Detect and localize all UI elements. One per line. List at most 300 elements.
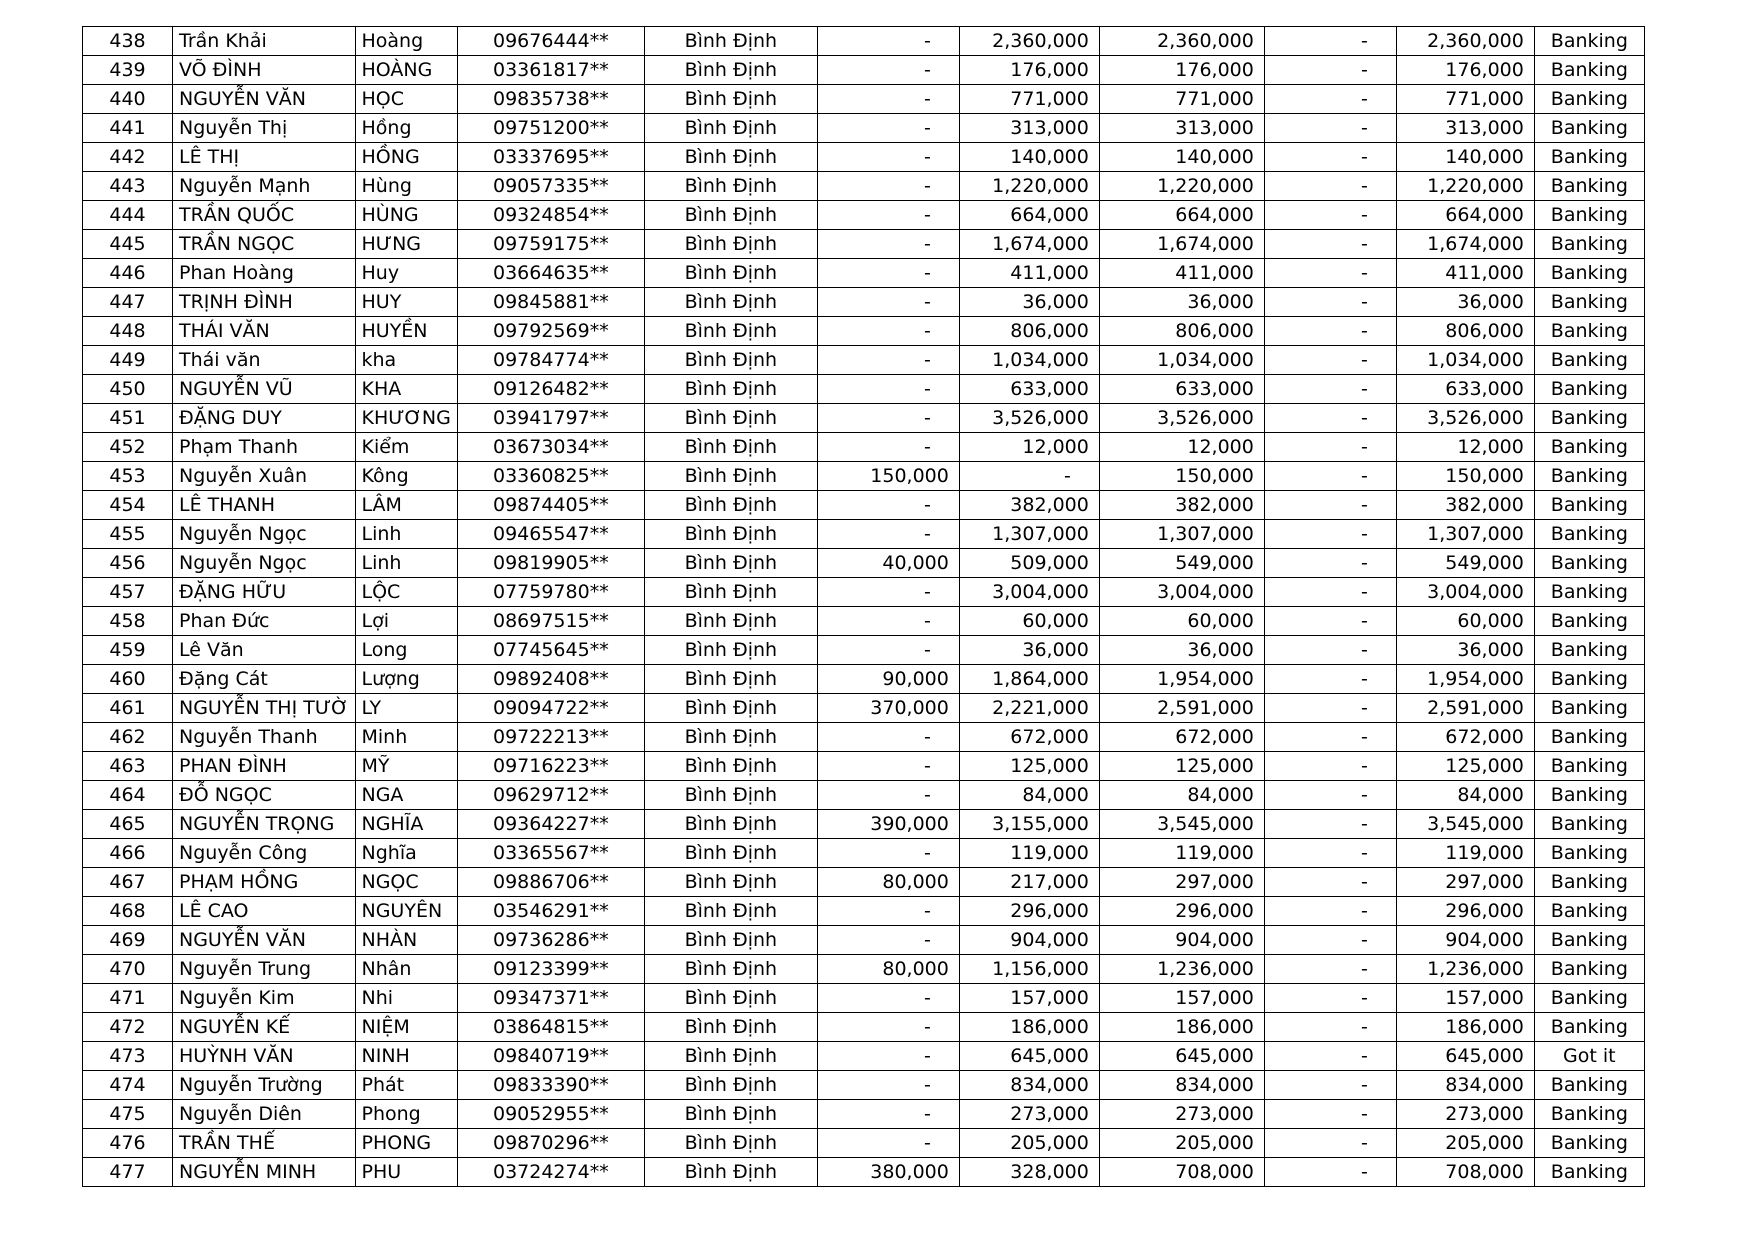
province-cell: Bình Định xyxy=(644,230,817,259)
total-cell: 60,000 xyxy=(1099,607,1264,636)
amount-a-cell: - xyxy=(817,201,959,230)
given-name-cell: NGỌC xyxy=(355,868,457,897)
amount-b-cell: 771,000 xyxy=(959,85,1099,114)
phone-cell: 09123399** xyxy=(457,955,644,984)
phone-cell: 03337695** xyxy=(457,143,644,172)
deduction-cell: - xyxy=(1264,230,1396,259)
payout-table xyxy=(82,26,1645,1187)
phone-cell: 09057335** xyxy=(457,172,644,201)
phone-cell: 09465547** xyxy=(457,520,644,549)
method-cell: Banking xyxy=(1534,955,1644,984)
method-cell: Banking xyxy=(1534,172,1644,201)
row-number: 438 xyxy=(83,27,173,56)
surname-cell: Nguyễn Mạnh xyxy=(173,172,356,201)
paid-cell: 1,034,000 xyxy=(1396,346,1534,375)
amount-b-cell: 3,155,000 xyxy=(959,810,1099,839)
deduction-cell: - xyxy=(1264,549,1396,578)
deduction-cell: - xyxy=(1264,1013,1396,1042)
paid-cell: 1,674,000 xyxy=(1396,230,1534,259)
deduction-cell: - xyxy=(1264,317,1396,346)
surname-cell: Nguyễn Ngọc xyxy=(173,520,356,549)
amount-a-cell: - xyxy=(817,404,959,433)
given-name-cell: NGHĨA xyxy=(355,810,457,839)
given-name-cell: Kiểm xyxy=(355,433,457,462)
phone-cell: 03365567** xyxy=(457,839,644,868)
method-cell: Banking xyxy=(1534,1158,1644,1187)
paid-cell: 1,307,000 xyxy=(1396,520,1534,549)
given-name-cell: NGUYÊN xyxy=(355,897,457,926)
total-cell: 806,000 xyxy=(1099,317,1264,346)
method-cell: Banking xyxy=(1534,578,1644,607)
paid-cell: 806,000 xyxy=(1396,317,1534,346)
total-cell: 36,000 xyxy=(1099,636,1264,665)
table-row xyxy=(83,404,1645,433)
table-row xyxy=(83,810,1645,839)
table-row xyxy=(83,984,1645,1013)
table-row xyxy=(83,317,1645,346)
paid-cell: 672,000 xyxy=(1396,723,1534,752)
table-row xyxy=(83,955,1645,984)
phone-cell: 09094722** xyxy=(457,694,644,723)
row-number: 474 xyxy=(83,1071,173,1100)
amount-b-cell: 509,000 xyxy=(959,549,1099,578)
paid-cell: 36,000 xyxy=(1396,636,1534,665)
phone-cell: 09126482** xyxy=(457,375,644,404)
amount-a-cell: - xyxy=(817,1013,959,1042)
amount-b-cell: 3,526,000 xyxy=(959,404,1099,433)
phone-cell: 03664635** xyxy=(457,259,644,288)
total-cell: 273,000 xyxy=(1099,1100,1264,1129)
amount-b-cell: 186,000 xyxy=(959,1013,1099,1042)
row-number: 451 xyxy=(83,404,173,433)
amount-a-cell: - xyxy=(817,578,959,607)
phone-cell: 09736286** xyxy=(457,926,644,955)
paid-cell: 60,000 xyxy=(1396,607,1534,636)
paid-cell: 84,000 xyxy=(1396,781,1534,810)
row-number: 447 xyxy=(83,288,173,317)
table-row xyxy=(83,1071,1645,1100)
table-row xyxy=(83,694,1645,723)
given-name-cell: NGA xyxy=(355,781,457,810)
amount-a-cell: - xyxy=(817,375,959,404)
given-name-cell: HƯNG xyxy=(355,230,457,259)
table-row xyxy=(83,433,1645,462)
deduction-cell: - xyxy=(1264,839,1396,868)
surname-cell: Nguyễn Ngọc xyxy=(173,549,356,578)
row-number: 463 xyxy=(83,752,173,781)
deduction-cell: - xyxy=(1264,491,1396,520)
table-row xyxy=(83,259,1645,288)
total-cell: 1,034,000 xyxy=(1099,346,1264,375)
amount-a-cell: - xyxy=(817,1042,959,1071)
row-number: 443 xyxy=(83,172,173,201)
given-name-cell: Long xyxy=(355,636,457,665)
province-cell: Bình Định xyxy=(644,897,817,926)
province-cell: Bình Định xyxy=(644,85,817,114)
total-cell: 672,000 xyxy=(1099,723,1264,752)
amount-a-cell: - xyxy=(817,520,959,549)
paid-cell: 150,000 xyxy=(1396,462,1534,491)
given-name-cell: Minh xyxy=(355,723,457,752)
total-cell: 1,307,000 xyxy=(1099,520,1264,549)
total-cell: 186,000 xyxy=(1099,1013,1264,1042)
surname-cell: Nguyễn Công xyxy=(173,839,356,868)
total-cell: 549,000 xyxy=(1099,549,1264,578)
given-name-cell: LY xyxy=(355,694,457,723)
phone-cell: 03360825** xyxy=(457,462,644,491)
total-cell: 296,000 xyxy=(1099,897,1264,926)
phone-cell: 09716223** xyxy=(457,752,644,781)
province-cell: Bình Định xyxy=(644,27,817,56)
province-cell: Bình Định xyxy=(644,781,817,810)
surname-cell: ĐẶNG HỮU xyxy=(173,578,356,607)
surname-cell: Đặng Cát xyxy=(173,665,356,694)
amount-a-cell: - xyxy=(817,781,959,810)
province-cell: Bình Định xyxy=(644,723,817,752)
paid-cell: 834,000 xyxy=(1396,1071,1534,1100)
method-cell: Banking xyxy=(1534,114,1644,143)
surname-cell: ĐỖ NGỌC xyxy=(173,781,356,810)
method-cell: Banking xyxy=(1534,1129,1644,1158)
row-number: 475 xyxy=(83,1100,173,1129)
table-row xyxy=(83,462,1645,491)
amount-a-cell: 90,000 xyxy=(817,665,959,694)
amount-a-cell: - xyxy=(817,27,959,56)
deduction-cell: - xyxy=(1264,810,1396,839)
deduction-cell: - xyxy=(1264,752,1396,781)
amount-b-cell: 1,220,000 xyxy=(959,172,1099,201)
amount-b-cell: 834,000 xyxy=(959,1071,1099,1100)
given-name-cell: HUYỀN xyxy=(355,317,457,346)
row-number: 470 xyxy=(83,955,173,984)
amount-b-cell: 140,000 xyxy=(959,143,1099,172)
given-name-cell: HỌC xyxy=(355,85,457,114)
amount-a-cell: - xyxy=(817,172,959,201)
surname-cell: Nguyễn Diên xyxy=(173,1100,356,1129)
given-name-cell: Lợi xyxy=(355,607,457,636)
deduction-cell: - xyxy=(1264,1158,1396,1187)
province-cell: Bình Định xyxy=(644,114,817,143)
total-cell: 12,000 xyxy=(1099,433,1264,462)
row-number: 448 xyxy=(83,317,173,346)
table-row xyxy=(83,288,1645,317)
deduction-cell: - xyxy=(1264,404,1396,433)
method-cell: Banking xyxy=(1534,897,1644,926)
table-row xyxy=(83,752,1645,781)
surname-cell: NGUYỄN MINH xyxy=(173,1158,356,1187)
surname-cell: NGUYỄN VŨ xyxy=(173,375,356,404)
province-cell: Bình Định xyxy=(644,375,817,404)
phone-cell: 09833390** xyxy=(457,1071,644,1100)
row-number: 462 xyxy=(83,723,173,752)
amount-a-cell: - xyxy=(817,317,959,346)
total-cell: 771,000 xyxy=(1099,85,1264,114)
table-row xyxy=(83,636,1645,665)
surname-cell: TRẦN THẾ xyxy=(173,1129,356,1158)
surname-cell: NGUYỄN KẾ xyxy=(173,1013,356,1042)
total-cell: 3,545,000 xyxy=(1099,810,1264,839)
surname-cell: THÁI VĂN xyxy=(173,317,356,346)
amount-b-cell: - xyxy=(959,462,1099,491)
row-number: 456 xyxy=(83,549,173,578)
given-name-cell: Hồng xyxy=(355,114,457,143)
total-cell: 313,000 xyxy=(1099,114,1264,143)
total-cell: 3,004,000 xyxy=(1099,578,1264,607)
method-cell: Banking xyxy=(1534,1100,1644,1129)
surname-cell: Phan Đức xyxy=(173,607,356,636)
phone-cell: 09751200** xyxy=(457,114,644,143)
phone-cell: 09892408** xyxy=(457,665,644,694)
paid-cell: 140,000 xyxy=(1396,143,1534,172)
table-row xyxy=(83,1158,1645,1187)
amount-b-cell: 664,000 xyxy=(959,201,1099,230)
surname-cell: PHAN ĐÌNH xyxy=(173,752,356,781)
given-name-cell: HOÀNG xyxy=(355,56,457,85)
method-cell: Banking xyxy=(1534,723,1644,752)
province-cell: Bình Định xyxy=(644,607,817,636)
amount-a-cell: - xyxy=(817,114,959,143)
deduction-cell: - xyxy=(1264,143,1396,172)
surname-cell: PHẠM HỒNG xyxy=(173,868,356,897)
surname-cell: TRỊNH ĐÌNH xyxy=(173,288,356,317)
paid-cell: 36,000 xyxy=(1396,288,1534,317)
surname-cell: Nguyễn Xuân xyxy=(173,462,356,491)
surname-cell: Nguyễn Thanh xyxy=(173,723,356,752)
given-name-cell: Linh xyxy=(355,520,457,549)
surname-cell: LÊ THỊ xyxy=(173,143,356,172)
province-cell: Bình Định xyxy=(644,926,817,955)
paid-cell: 3,545,000 xyxy=(1396,810,1534,839)
amount-b-cell: 119,000 xyxy=(959,839,1099,868)
province-cell: Bình Định xyxy=(644,839,817,868)
amount-a-cell: 390,000 xyxy=(817,810,959,839)
province-cell: Bình Định xyxy=(644,259,817,288)
amount-b-cell: 313,000 xyxy=(959,114,1099,143)
paid-cell: 2,360,000 xyxy=(1396,27,1534,56)
phone-cell: 09347371** xyxy=(457,984,644,1013)
surname-cell: ĐẶNG DUY xyxy=(173,404,356,433)
table-row xyxy=(83,839,1645,868)
amount-a-cell: - xyxy=(817,723,959,752)
total-cell: 2,360,000 xyxy=(1099,27,1264,56)
surname-cell: Trần Khải xyxy=(173,27,356,56)
amount-a-cell: - xyxy=(817,636,959,665)
total-cell: 140,000 xyxy=(1099,143,1264,172)
table-row xyxy=(83,230,1645,259)
province-cell: Bình Định xyxy=(644,1158,817,1187)
row-number: 449 xyxy=(83,346,173,375)
amount-a-cell: - xyxy=(817,143,959,172)
province-cell: Bình Định xyxy=(644,520,817,549)
paid-cell: 411,000 xyxy=(1396,259,1534,288)
total-cell: 1,954,000 xyxy=(1099,665,1264,694)
phone-cell: 03864815** xyxy=(457,1013,644,1042)
table-row xyxy=(83,56,1645,85)
amount-b-cell: 176,000 xyxy=(959,56,1099,85)
phone-cell: 08697515** xyxy=(457,607,644,636)
row-number: 442 xyxy=(83,143,173,172)
amount-b-cell: 672,000 xyxy=(959,723,1099,752)
amount-b-cell: 12,000 xyxy=(959,433,1099,462)
amount-a-cell: 80,000 xyxy=(817,868,959,897)
total-cell: 708,000 xyxy=(1099,1158,1264,1187)
province-cell: Bình Định xyxy=(644,404,817,433)
method-cell: Banking xyxy=(1534,404,1644,433)
table-row xyxy=(83,1129,1645,1158)
method-cell: Banking xyxy=(1534,607,1644,636)
method-cell: Banking xyxy=(1534,201,1644,230)
phone-cell: 09835738** xyxy=(457,85,644,114)
surname-cell: Thái văn xyxy=(173,346,356,375)
paid-cell: 904,000 xyxy=(1396,926,1534,955)
surname-cell: Phạm Thanh xyxy=(173,433,356,462)
row-number: 439 xyxy=(83,56,173,85)
method-cell: Banking xyxy=(1534,1071,1644,1100)
phone-cell: 09052955** xyxy=(457,1100,644,1129)
row-number: 459 xyxy=(83,636,173,665)
table-row xyxy=(83,172,1645,201)
row-number: 460 xyxy=(83,665,173,694)
province-cell: Bình Định xyxy=(644,1013,817,1042)
row-number: 446 xyxy=(83,259,173,288)
paid-cell: 297,000 xyxy=(1396,868,1534,897)
method-cell: Banking xyxy=(1534,230,1644,259)
phone-cell: 09886706** xyxy=(457,868,644,897)
table-row xyxy=(83,607,1645,636)
given-name-cell: LỘC xyxy=(355,578,457,607)
province-cell: Bình Định xyxy=(644,172,817,201)
given-name-cell: Lượng xyxy=(355,665,457,694)
province-cell: Bình Định xyxy=(644,984,817,1013)
total-cell: 36,000 xyxy=(1099,288,1264,317)
given-name-cell: HÙNG xyxy=(355,201,457,230)
deduction-cell: - xyxy=(1264,433,1396,462)
paid-cell: 633,000 xyxy=(1396,375,1534,404)
method-cell: Banking xyxy=(1534,85,1644,114)
province-cell: Bình Định xyxy=(644,143,817,172)
method-cell: Banking xyxy=(1534,317,1644,346)
deduction-cell: - xyxy=(1264,897,1396,926)
amount-b-cell: 904,000 xyxy=(959,926,1099,955)
amount-a-cell: - xyxy=(817,85,959,114)
row-number: 458 xyxy=(83,607,173,636)
amount-a-cell: - xyxy=(817,607,959,636)
table-row xyxy=(83,1013,1645,1042)
table-row xyxy=(83,781,1645,810)
total-cell: 2,591,000 xyxy=(1099,694,1264,723)
amount-a-cell: - xyxy=(817,491,959,520)
amount-b-cell: 411,000 xyxy=(959,259,1099,288)
table-row xyxy=(83,346,1645,375)
row-number: 477 xyxy=(83,1158,173,1187)
given-name-cell: NHÀN xyxy=(355,926,457,955)
given-name-cell: Phát xyxy=(355,1071,457,1100)
province-cell: Bình Định xyxy=(644,1129,817,1158)
method-cell: Banking xyxy=(1534,984,1644,1013)
paid-cell: 3,526,000 xyxy=(1396,404,1534,433)
table-row xyxy=(83,27,1645,56)
phone-cell: 09870296** xyxy=(457,1129,644,1158)
amount-a-cell: 80,000 xyxy=(817,955,959,984)
given-name-cell: Huy xyxy=(355,259,457,288)
given-name-cell: NINH xyxy=(355,1042,457,1071)
province-cell: Bình Định xyxy=(644,549,817,578)
table-row xyxy=(83,143,1645,172)
surname-cell: Nguyễn Kim xyxy=(173,984,356,1013)
province-cell: Bình Định xyxy=(644,868,817,897)
amount-b-cell: 125,000 xyxy=(959,752,1099,781)
phone-cell: 09722213** xyxy=(457,723,644,752)
deduction-cell: - xyxy=(1264,636,1396,665)
surname-cell: NGUYỄN TRỌNG xyxy=(173,810,356,839)
phone-cell: 09840719** xyxy=(457,1042,644,1071)
given-name-cell: LÂM xyxy=(355,491,457,520)
deduction-cell: - xyxy=(1264,781,1396,810)
method-cell: Banking xyxy=(1534,868,1644,897)
given-name-cell: NIỆM xyxy=(355,1013,457,1042)
surname-cell: Nguyễn Trường xyxy=(173,1071,356,1100)
table-row xyxy=(83,868,1645,897)
given-name-cell: Hùng xyxy=(355,172,457,201)
total-cell: 150,000 xyxy=(1099,462,1264,491)
given-name-cell: Nhi xyxy=(355,984,457,1013)
deduction-cell: - xyxy=(1264,27,1396,56)
total-cell: 645,000 xyxy=(1099,1042,1264,1071)
method-cell: Banking xyxy=(1534,926,1644,955)
amount-a-cell: - xyxy=(817,1071,959,1100)
paid-cell: 273,000 xyxy=(1396,1100,1534,1129)
deduction-cell: - xyxy=(1264,1100,1396,1129)
row-number: 440 xyxy=(83,85,173,114)
method-cell: Banking xyxy=(1534,56,1644,85)
deduction-cell: - xyxy=(1264,375,1396,404)
row-number: 457 xyxy=(83,578,173,607)
paid-cell: 119,000 xyxy=(1396,839,1534,868)
amount-b-cell: 1,674,000 xyxy=(959,230,1099,259)
paid-cell: 296,000 xyxy=(1396,897,1534,926)
total-cell: 382,000 xyxy=(1099,491,1264,520)
deduction-cell: - xyxy=(1264,665,1396,694)
amount-a-cell: - xyxy=(817,56,959,85)
table-row xyxy=(83,1100,1645,1129)
amount-b-cell: 1,864,000 xyxy=(959,665,1099,694)
total-cell: 1,674,000 xyxy=(1099,230,1264,259)
deduction-cell: - xyxy=(1264,607,1396,636)
province-cell: Bình Định xyxy=(644,346,817,375)
province-cell: Bình Định xyxy=(644,752,817,781)
row-number: 473 xyxy=(83,1042,173,1071)
surname-cell: NGUYỄN VĂN xyxy=(173,926,356,955)
phone-cell: 03724274** xyxy=(457,1158,644,1187)
row-number: 466 xyxy=(83,839,173,868)
surname-cell: TRẦN NGỌC xyxy=(173,230,356,259)
amount-b-cell: 2,360,000 xyxy=(959,27,1099,56)
method-cell: Banking xyxy=(1534,143,1644,172)
total-cell: 904,000 xyxy=(1099,926,1264,955)
province-cell: Bình Định xyxy=(644,665,817,694)
amount-b-cell: 1,307,000 xyxy=(959,520,1099,549)
surname-cell: Phan Hoàng xyxy=(173,259,356,288)
province-cell: Bình Định xyxy=(644,955,817,984)
given-name-cell: PHONG xyxy=(355,1129,457,1158)
method-cell: Banking xyxy=(1534,752,1644,781)
method-cell: Banking xyxy=(1534,462,1644,491)
deduction-cell: - xyxy=(1264,1071,1396,1100)
surname-cell: Lê Văn xyxy=(173,636,356,665)
phone-cell: 09874405** xyxy=(457,491,644,520)
method-cell: Banking xyxy=(1534,288,1644,317)
paid-cell: 708,000 xyxy=(1396,1158,1534,1187)
